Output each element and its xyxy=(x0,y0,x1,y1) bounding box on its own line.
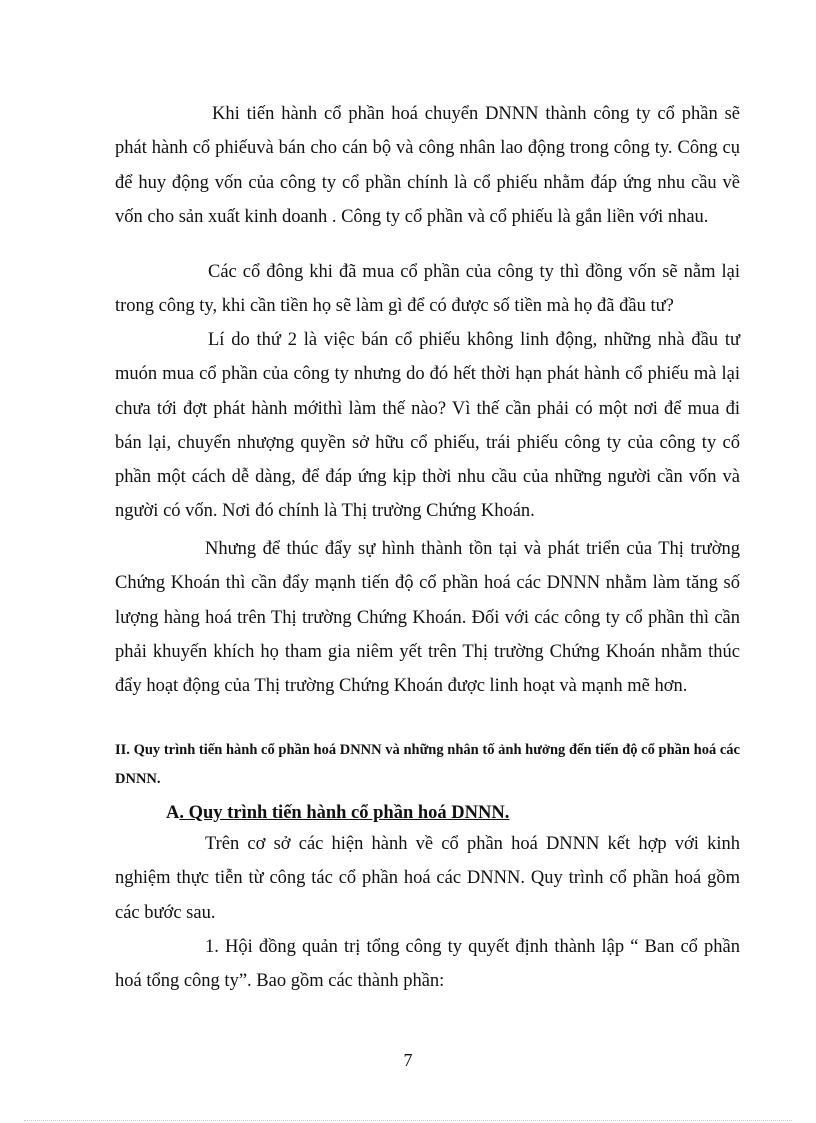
paragraph-3 xyxy=(115,323,740,529)
paragraph-4 xyxy=(115,532,740,703)
paragraph-1 xyxy=(115,97,740,234)
paragraph-5 xyxy=(115,827,740,930)
subsection-heading xyxy=(166,798,509,828)
paragraph-3-text: Lí do thứ 2 là việc bán cổ phiếu không linh động, những nhà đầu tư muón mua cổ phần của công ty nhưng do đó hết thời hạn phát hành cổ phiếu mà lại chưa tới đợt phát hành mớithì làm thế nào? Vì thế cần phải có một nơi để mua đi bán lại, chuyển nhượng quyền sở hữu cổ phiếu, trái phiếu công ty của công ty cổ phần một cách dễ dàng, để đáp ứng kịp thời nhu cầu của những người cần vốn và người có vốn. Nơi đó chính là Thị trường Chứng Khoán. xyxy=(115,330,740,522)
page-number: 7 xyxy=(403,1050,413,1070)
paragraph-2-text: Các cổ đông khi đã mua cổ phần của công ty thì đồng vốn sẽ nằm lại trong công ty, khi cần tiền họ sẽ làm gì để có được số tiền mà họ đã đầu tư? xyxy=(115,262,740,317)
paragraph-5-text: Trên cơ sở các hiện hành về cổ phần hoá DNNN kết hợp với kinh nghiệm thực tiễn từ công tác cổ phần hoá các DNNN. Quy trình cổ phần hoá gồm các bước sau. xyxy=(115,834,740,923)
paragraph-6-text: 1. Hội đồng quản trị tổng công ty quyết định thành lập “ Ban cổ phần hoá tổng công ty”. Bao gồm các thành phần: xyxy=(115,937,740,992)
paragraph-4-text: Nhưng để thúc đẩy sự hình thành tồn tại và phát triển của Thị trường Chứng Khoán thì cần đẩy mạnh tiến độ cổ phần hoá các DNNN nhằm làm tăng số lượng hàng hoá trên Thị trường Chứng Khoán. Đối với các công ty cổ phần thì cần phải khuyến khích họ tham gia niêm yết trên Thị trường Chứng Khoán nhằm thúc đẩy hoạt động của Thị trường Chứng Khoán được linh hoạt và mạnh mẽ hơn. xyxy=(115,539,740,697)
section-heading: II. Quy trình tiến hành cổ phần hoá DNNN và những nhân tố ảnh hưởng đến tiến độ cổ phần hoá các DNNN. xyxy=(115,742,740,787)
subsection-prefix: A xyxy=(166,803,180,823)
subsection-title: . Quy trình tiến hành cổ phần hoá DNNN. xyxy=(179,803,510,823)
paragraph-1-text: Khi tiến hành cổ phần hoá chuyển DNNN thành công ty cổ phần sẽ phát hành cổ phiếuvà bán cho cán bộ và công nhân lao động trong công ty. Công cụ để huy động vốn của công ty cổ phần chính là cổ phiếu nhằm đáp ứng nhu cầu về vốn cho sản xuất kinh doanh . Công ty cổ phần và cổ phiếu là gắn liền với nhau. xyxy=(115,104,740,227)
page-bottom-border xyxy=(24,1120,792,1121)
paragraph-6 xyxy=(115,930,740,999)
paragraph-2 xyxy=(115,255,740,324)
